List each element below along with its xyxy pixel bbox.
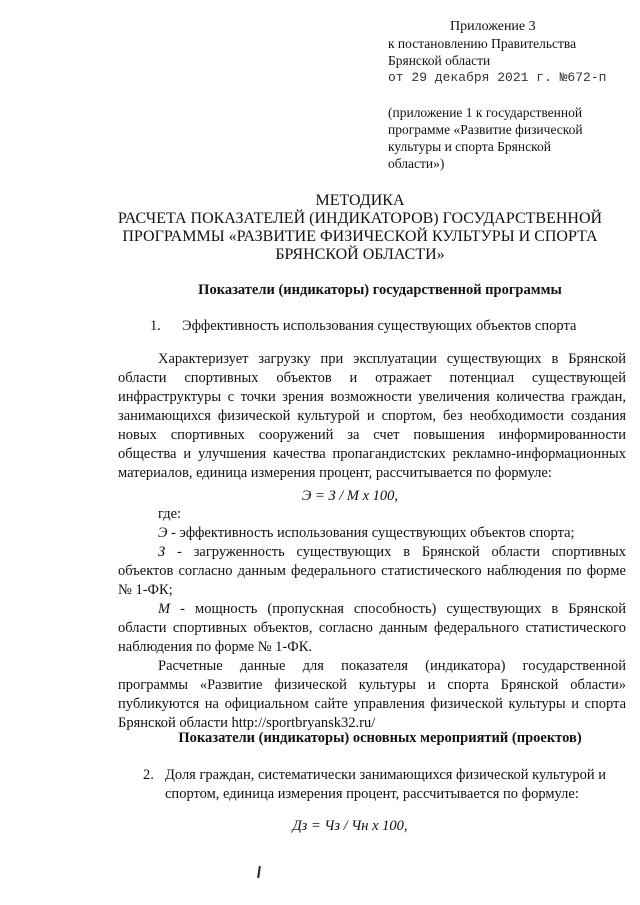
formula-1: Э = З / М х 100, xyxy=(301,488,399,504)
title-line: МЕТОДИКА xyxy=(315,192,405,209)
paragraph-2: Расчетные данные для показателя (индикатора) государственной программы «Развитие физической культуры и спорта Брянской области» публикуются на официальном сайте управления физической культуры и спорта Брянской области http://sportbryansk32.ru/ xyxy=(118,658,626,731)
definition-text: - загруженность существующих в Брянской области спортивных объектов согласно данным федерального статистического наблюдения по форме № 1-ФК; xyxy=(118,544,626,598)
appendix-title: Приложение 3 xyxy=(450,19,536,34)
definition-symbol: З xyxy=(158,544,166,560)
definition-1 xyxy=(118,524,626,543)
paragraph-1: Характеризует загрузку при эксплуатации существующих в Брянской области спортивных объектов и отражает потенциал существующей инфраструктуры с точки зрения возможности увеличения количества граждан, занимающихся физической культурой и спортом, без необходимости создания новых спортивных сооружений за счет повышения информированности общества и улучшения качества пропагандистских рекламно-информационных материалов, единица измерения процент, рассчитывается по формуле: xyxy=(118,351,626,481)
appendix-decree: к постановлению Правительства xyxy=(388,36,577,51)
item1-number: 1. xyxy=(150,318,161,334)
title-line: ПРОГРАММЫ «РАЗВИТИЕ ФИЗИЧЕСКОЙ КУЛЬТУРЫ И СПОРТА xyxy=(122,228,598,245)
formula-2: Дз = Чз / Чн х 100, xyxy=(292,818,408,834)
appendix-region: Брянской области xyxy=(388,53,491,68)
definition-text: - мощность (пропускная способность) существующих в Брянской области спортивных объектов, согласно данным федерального статистического наблюдения по форме № 1-ФК. xyxy=(118,601,626,655)
document-title xyxy=(0,192,640,264)
definition-text: - эффективность использования существующих объектов спорта; xyxy=(167,525,575,541)
definition-symbol: М xyxy=(158,601,171,617)
definition-symbol: Э xyxy=(158,525,168,541)
item2-number: 2. xyxy=(143,767,154,783)
section1-heading: Показатели (индикаторы) государственной программы xyxy=(198,282,562,298)
scan-mark xyxy=(257,866,261,878)
where-label: где: xyxy=(158,506,182,522)
definition-2 xyxy=(118,543,626,600)
appendix-note-line: программе «Развитие физической xyxy=(388,122,583,137)
appendix-note-line: (приложение 1 к государственной xyxy=(388,105,583,120)
title-line: РАСЧЕТА ПОКАЗАТЕЛЕЙ (ИНДИКАТОРОВ) ГОСУДАРСТВЕННОЙ xyxy=(117,210,603,227)
item2-text: Доля граждан, систематически занимающихся физической культурой и спортом, единица измерения процент, рассчитывается по формуле: xyxy=(165,767,606,802)
appendix-note-line: области») xyxy=(388,156,445,171)
definition-3 xyxy=(118,600,626,657)
appendix-block xyxy=(388,18,628,172)
appendix-date: от 29 декабря 2021 г. №672-п xyxy=(388,70,607,85)
appendix-note-line: культуры и спорта Брянской xyxy=(388,139,551,154)
section2-heading: Показатели (индикаторы) основных мероприятий (проектов) xyxy=(178,730,582,746)
appendix-note xyxy=(388,104,628,172)
title-line: БРЯНСКОЙ ОБЛАСТИ» xyxy=(275,246,445,263)
item1-text: Эффективность использования существующих объектов спорта xyxy=(182,318,577,334)
